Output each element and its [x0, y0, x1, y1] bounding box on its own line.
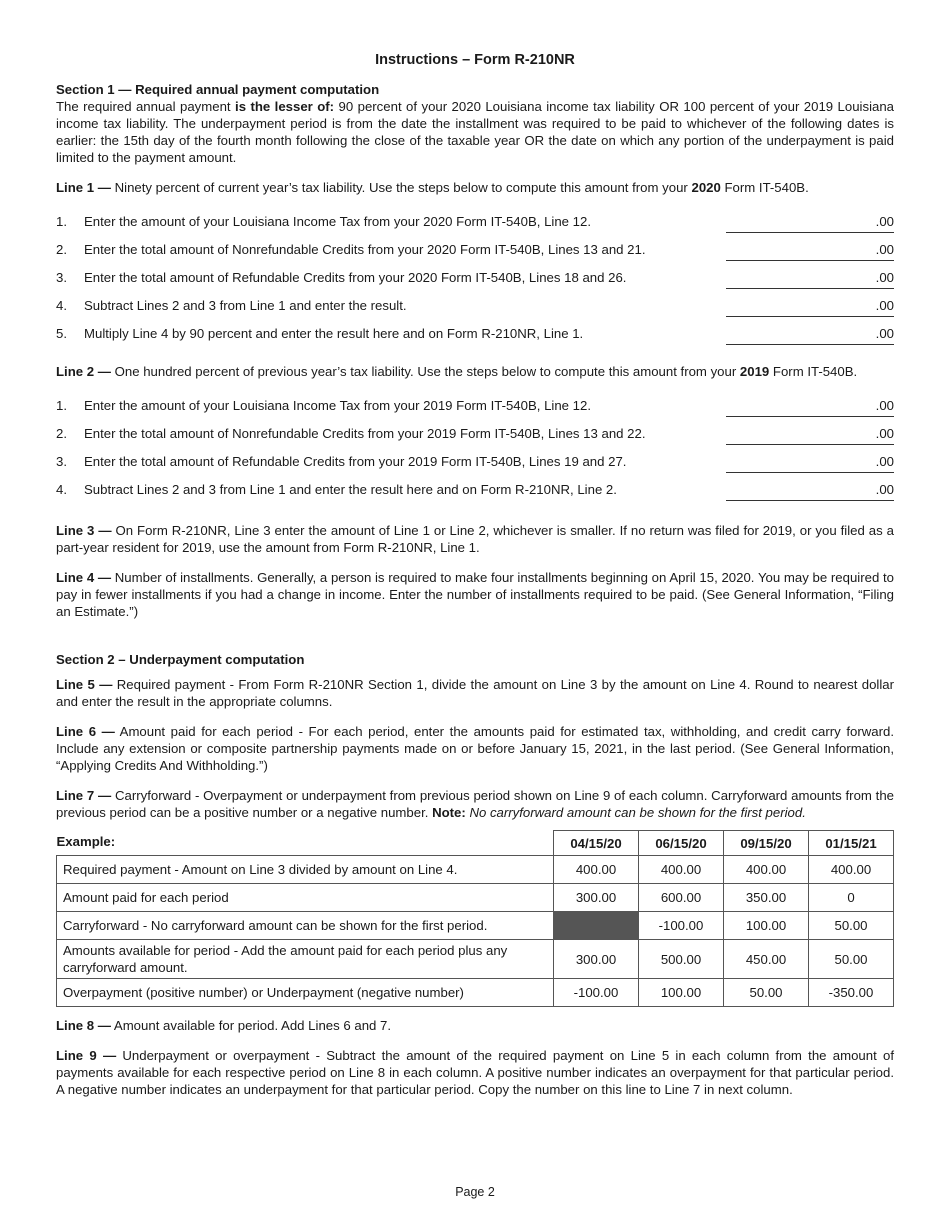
value-cell: 500.00	[639, 940, 724, 979]
line2-instruction: Line 2 — One hundred percent of previous year’s tax liability. Use the steps below to compute this amount from your 2019 Form IT-540B.	[56, 364, 858, 379]
line1-steps	[56, 205, 894, 345]
example-header-row	[57, 831, 894, 856]
value-cell: 350.00	[724, 884, 809, 912]
example-row	[57, 856, 894, 884]
column-header: 06/15/20	[639, 831, 724, 856]
step-text: Enter the amount of your Louisiana Income Tax from your 2020 Form IT-540B, Line 12.	[84, 214, 592, 229]
value-cell: 300.00	[554, 884, 639, 912]
section1-heading: Section 1 — Required annual payment computation	[56, 82, 380, 97]
value-cell: 400.00	[724, 856, 809, 884]
column-header: 04/15/20	[554, 831, 639, 856]
amount-field[interactable]: .00	[726, 481, 894, 501]
section1-intro: The required annual payment is the lesser of: 90 percent of your 2020 Louisiana income tax liability OR 100 percent of your 2019 Louisiana income tax liability. The underpayment period is from the date the installment was required to be paid to whichever of the following dates is earlier: the 15th day of the fourth month following the close of the taxable year OR the date on which any portion of the underpayment is paid limited to the payment amount.	[56, 99, 895, 165]
step-text: Enter the amount of your Louisiana Income Tax from your 2019 Form IT-540B, Line 12.	[84, 398, 592, 413]
step-number: 1.	[56, 214, 67, 229]
line5-instruction: Line 5 — Required payment - From Form R-210NR Section 1, divide the amount on Line 3 by the amount on Line 4. Round to nearest dollar and enter the result in the appropriate columns.	[56, 677, 894, 709]
column-header: 01/15/21	[809, 831, 894, 856]
value-cell: 600.00	[639, 884, 724, 912]
row-label: Carryforward - No carryforward amount can be shown for the first period.	[57, 912, 554, 940]
step-text: Enter the total amount of Nonrefundable Credits from your 2019 Form IT-540B, Lines 13 and 22.	[84, 426, 646, 441]
line7-instruction: Line 7 — Carryforward - Overpayment or underpayment from previous period shown on Line 9 of each column. Carryforward amounts from the previous period can be a positive number or a negative number. Note: No carryforward amount can be shown for the first period.	[56, 788, 895, 820]
step-number: 2.	[56, 426, 67, 441]
value-cell: -100.00	[554, 979, 639, 1007]
value-cell: 100.00	[639, 979, 724, 1007]
step-text: Subtract Lines 2 and 3 from Line 1 and enter the result here and on Form R-210NR, Line 2.	[84, 482, 617, 497]
value-cell: 0	[809, 884, 894, 912]
step-number: 3.	[56, 270, 67, 285]
column-header: 09/15/20	[724, 831, 809, 856]
row-label: Required payment - Amount on Line 3 divided by amount on Line 4.	[57, 856, 554, 884]
line9-instruction: Line 9 — Underpayment or overpayment - Subtract the amount of the required payment on Line 5 in each column from the amount of payments available for each respective period on Line 8 in each column. A positive number indicates an overpayment for that particular period. A negative number indicates an underpayment for that particular period. Copy the number on this line to Line 7 in next column.	[56, 1048, 894, 1097]
line1-instruction: Line 1 — Ninety percent of current year’s tax liability. Use the steps below to compute this amount from your 2020 Form IT-540B.	[56, 180, 809, 195]
value-cell: 450.00	[724, 940, 809, 979]
step-row	[56, 233, 894, 261]
example-label: Example:	[56, 833, 116, 849]
step-row	[56, 261, 894, 289]
step-row	[56, 317, 894, 345]
example-table	[56, 830, 894, 1007]
value-cell: 50.00	[809, 912, 894, 940]
step-text: Enter the total amount of Refundable Credits from your 2019 Form IT-540B, Lines 19 and 27.	[84, 454, 627, 469]
amount-field[interactable]: .00	[726, 241, 894, 261]
section2-heading: Section 2 – Underpayment computation	[56, 652, 305, 667]
step-number: 2.	[56, 242, 67, 257]
amount-field[interactable]: .00	[726, 397, 894, 417]
amount-field[interactable]: .00	[726, 297, 894, 317]
line4-instruction: Line 4 — Number of installments. Generally, a person is required to make four installments beginning on April 15, 2020. You may be required to pay in fewer installments if you had a change in income. Enter the number of installments required to be paid. (See General Information, “Filing an Estimate.”)	[56, 570, 894, 619]
step-text: Enter the total amount of Refundable Credits from your 2020 Form IT-540B, Lines 18 and 26.	[84, 270, 627, 285]
value-cell: 50.00	[724, 979, 809, 1007]
row-label: Overpayment (positive number) or Underpayment (negative number)	[57, 979, 554, 1007]
value-cell: -350.00	[809, 979, 894, 1007]
row-label: Amounts available for period - Add the amount paid for each period plus any carryforward amount.	[57, 940, 554, 979]
page-title: Instructions – Form R-210NR	[375, 52, 575, 68]
value-cell: 50.00	[809, 940, 894, 979]
document-page	[56, 52, 894, 1098]
line6-instruction: Line 6 — Amount paid for each period - For each period, enter the amounts paid for estimated tax, withholding, and credit carry forward. Include any extension or composite partnership payments made on or before January 15, 2021, in the last period. (See General Information, “Applying Credits And Withholding.”)	[56, 724, 894, 773]
shaded-cell	[554, 912, 639, 940]
step-row	[56, 389, 894, 417]
step-number: 1.	[56, 398, 67, 413]
example-body	[57, 856, 894, 1007]
value-cell: 100.00	[724, 912, 809, 940]
amount-field[interactable]: .00	[726, 425, 894, 445]
example-row	[57, 912, 894, 940]
step-text: Subtract Lines 2 and 3 from Line 1 and enter the result.	[84, 298, 407, 313]
step-row	[56, 205, 894, 233]
value-cell: 400.00	[809, 856, 894, 884]
line3-instruction: Line 3 — On Form R-210NR, Line 3 enter the amount of Line 1 or Line 2, whichever is smaller. If no return was filed for 2019, or you filed as a part-year resident for 2019, use the amount from Form R-210NR, Line 1.	[56, 523, 894, 555]
step-text: Multiply Line 4 by 90 percent and enter the result here and on Form R-210NR, Line 1.	[84, 326, 584, 341]
step-number: 4.	[56, 298, 67, 313]
step-row	[56, 289, 894, 317]
row-label: Amount paid for each period	[57, 884, 554, 912]
value-cell: 400.00	[639, 856, 724, 884]
amount-field[interactable]: .00	[726, 269, 894, 289]
step-text: Enter the total amount of Nonrefundable Credits from your 2020 Form IT-540B, Lines 13 and 21.	[84, 242, 646, 257]
value-cell: 400.00	[554, 856, 639, 884]
step-number: 3.	[56, 454, 67, 469]
step-row	[56, 417, 894, 445]
example-row	[57, 940, 894, 979]
value-cell: -100.00	[639, 912, 724, 940]
amount-field[interactable]: .00	[726, 325, 894, 345]
step-number: 4.	[56, 482, 67, 497]
step-row	[56, 473, 894, 501]
line8-instruction: Line 8 — Amount available for period. Add Lines 6 and 7.	[56, 1018, 392, 1033]
value-cell: 300.00	[554, 940, 639, 979]
example-row	[57, 979, 894, 1007]
step-row	[56, 445, 894, 473]
amount-field[interactable]: .00	[726, 213, 894, 233]
step-number: 5.	[56, 326, 67, 341]
line2-steps	[56, 389, 894, 501]
page-number: Page 2	[455, 1185, 495, 1199]
amount-field[interactable]: .00	[726, 453, 894, 473]
example-row	[57, 884, 894, 912]
